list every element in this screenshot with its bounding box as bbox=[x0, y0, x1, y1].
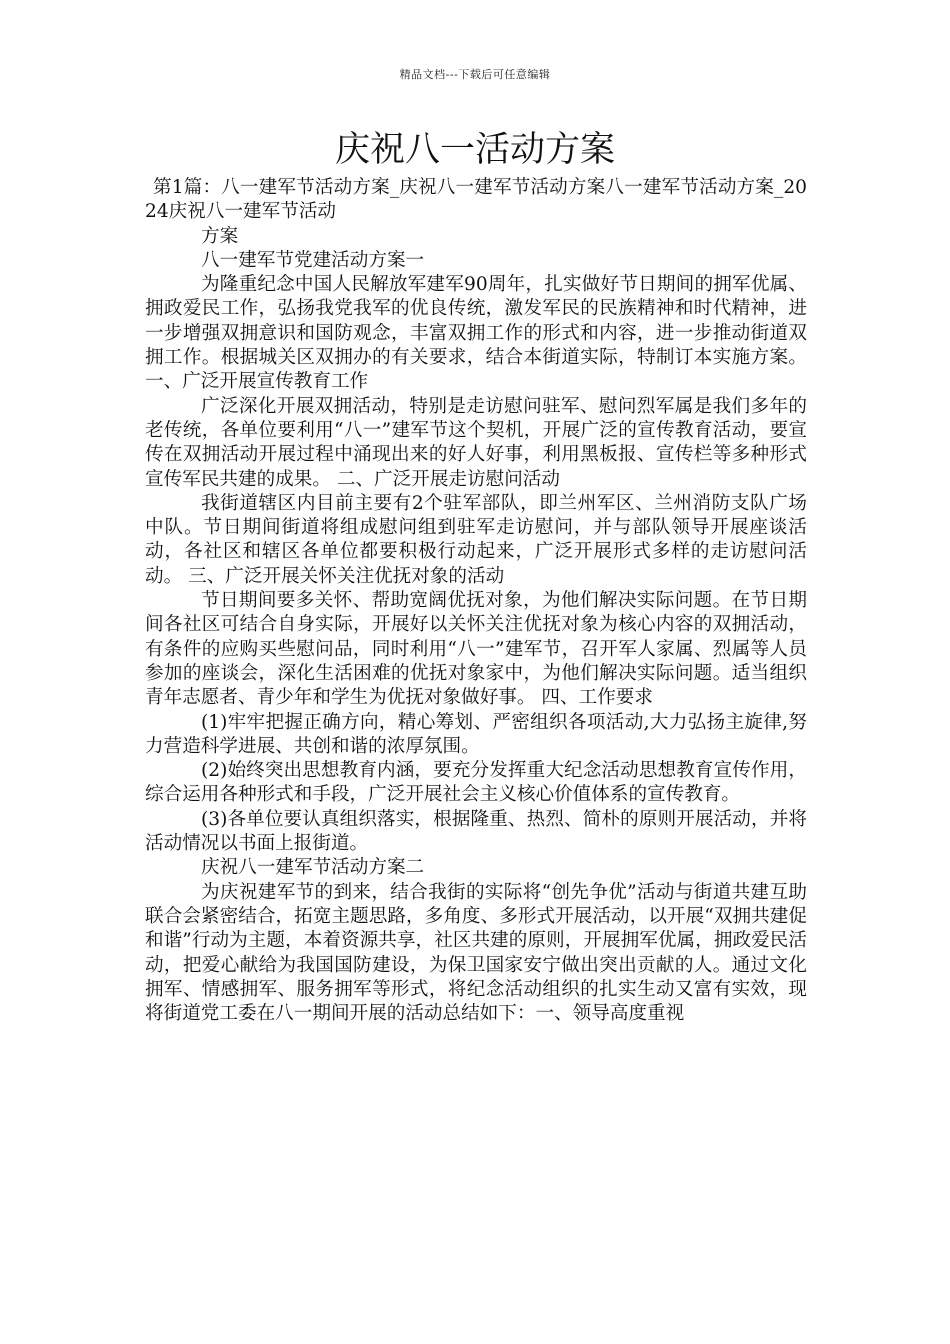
section-heading: 庆祝八一建军节活动方案二 bbox=[201, 857, 425, 879]
chapter-heading-continued: 方案 bbox=[201, 225, 239, 247]
paragraph: 我街道辖区内目前主要有2个驻军部队，即兰州军区、兰州消防支队广场中队。节日期间街道将组成慰问组到驻军走访慰问，并与部队领导开展座谈活动，各社区和辖区各单位都要积极行动起来，广泛开展形式多样的走访慰问活动。 三、广泛开展关怀关注优抚对象的活动 bbox=[145, 492, 807, 587]
paragraph: 为庆祝建军节的到来，结合我街的实际将“创先争优”活动与街道共建互助联合会紧密结合，拓宽主题思路，多角度、多形式开展活动，以开展“双拥共建促和谐”行动为主题，本着资源共享，社区共建的原则，开展拥军优属，拥政爱民活动，把爱心献给为我国国防建设，为保卫国家安宁做出突出贡献的人。通过文化拥军、情感拥军、服务拥军等形式，将纪念活动组织的扎实生动又富有实效，现将街道党工委在八一期间开展的活动总结如下：一、领导高度重视 bbox=[145, 881, 807, 1025]
document-body bbox=[145, 176, 807, 1026]
document-title: 庆祝八一活动方案 bbox=[334, 130, 615, 170]
requirement-item: (2)始终突出思想教育内涵，要充分发挥重大纪念活动思想教育宣传作用，综合运用各种形式和手段，广泛开展社会主义核心价值体系的宣传教育。 bbox=[145, 760, 807, 806]
requirement-item: (1)牢牢把握正确方向，精心筹划、严密组织各项活动,大力弘扬主旋律,努力营造科学进展、共创和谐的浓厚氛围。 bbox=[145, 711, 807, 757]
paragraph: 节日期间要多关怀、帮助宽阔优抚对象，为他们解决实际问题。在节日期间各社区可结合自身实际，开展好以关怀关注优抚对象为核心内容的双拥活动，有条件的应购买些慰问品，同时利用“八一”建军节，召开军人家属、烈属等人员参加的座谈会，深化生活困难的优抚对象家中，为他们解决实际问题。适当组织青年志愿者、青少年和学生为优抚对象做好事。 四、工作要求 bbox=[145, 590, 807, 709]
requirement-item: (3)各单位要认真组织落实，根据隆重、热烈、简朴的原则开展活动，并将活动情况以书面上报街道。 bbox=[145, 808, 807, 855]
paragraph: 广泛深化开展双拥活动，特别是走访慰问驻军、慰问烈军属是我们多年的老传统，各单位要利用“八一”建军节这个契机，开展广泛的宣传教育活动，要宣传在双拥活动开展过程中涌现出来的好人好事，利用黑板报、宣传栏等多种形式宣传军民共建的成果。 二、广泛开展走访慰问活动 bbox=[145, 395, 807, 490]
paragraph: 为隆重纪念中国人民解放军建军90周年，扎实做好节日期间的拥军优属、拥政爱民工作，弘扬我党我军的优良传统，激发军民的民族精神和时代精神，进一步增强双拥意识和国防观念，丰富双拥工作的形式和内容，进一步推动街道双拥工作。根据城关区双拥办的有关要求，结合本街道实际，特制订本实施方案。 一、广泛开展宣传教育工作 bbox=[145, 274, 807, 393]
section-heading: 八一建军节党建活动方案一 bbox=[201, 249, 425, 271]
chapter-heading: 第1篇：八一建军节活动方案_庆祝八一建军节活动方案八一建军节活动方案_2024庆祝八一建军节活动 bbox=[145, 177, 807, 223]
header-note: 精品文档---下载后可任意编辑 bbox=[399, 68, 551, 81]
